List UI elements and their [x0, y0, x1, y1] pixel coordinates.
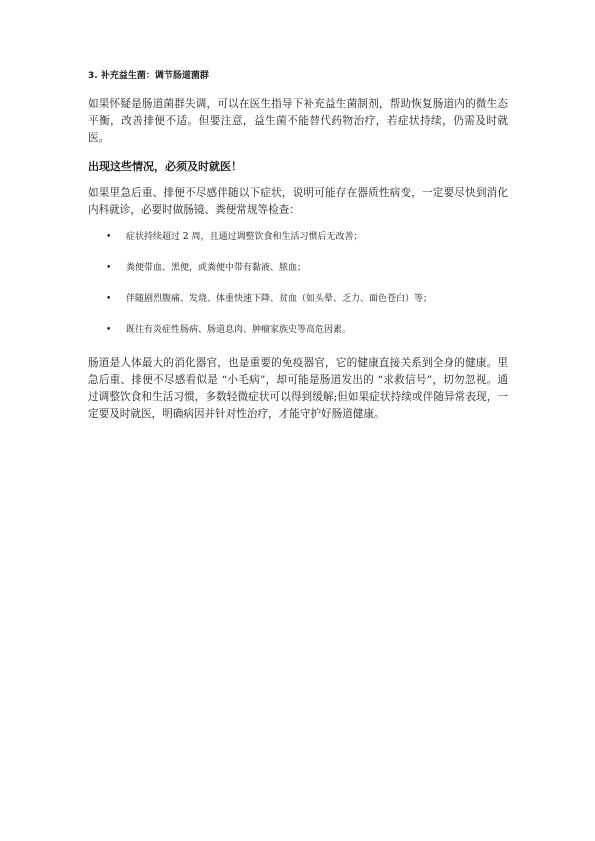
bullet-icon: •: [106, 263, 112, 273]
list-item: [88, 324, 508, 336]
probiotics-paragraph: 如果怀疑是肠道菌群失调，可以在医生指导下补充益生菌制剂，帮助恢复肠道内的微生态平衡，改善排便不适。但要注意，益生菌不能替代药物治疗，若症状持续，仍需及时就医。: [88, 98, 508, 144]
list-item-text: 粪便带血、黑便，或粪便中带有黏液、脓血；: [126, 263, 307, 273]
bullet-icon: •: [106, 294, 112, 304]
symptom-list: [88, 231, 508, 336]
list-item-text: 伴随剧烈腹痛、发烧、体重快速下降、贫血（如头晕、乏力、面色苍白）等；: [126, 294, 433, 304]
list-item: [88, 262, 508, 274]
list-item: [88, 231, 508, 243]
list-item-text: 症状持续超过 2 周，且通过调整饮食和生活习惯后无改善；: [126, 232, 363, 242]
list-item: [88, 293, 508, 305]
list-item-text: 既往有炎症性肠病、肠道息肉、肿瘤家族史等高危因素。: [126, 325, 352, 335]
seek-medical-care-heading: 出现这些情况，必须及时就医！: [88, 160, 242, 173]
section-heading-probiotics: 3. 补充益生菌：调节肠道菌群: [88, 71, 209, 81]
bullet-icon: •: [106, 325, 112, 335]
conclusion-paragraph: 肠道是人体最大的消化器官，也是重要的免疫器官，它的健康直接关系到全身的健康。里急后重、排便不尽感看似是 “小毛病”，却可能是肠道发出的 “求救信号”，切勿忽视。通过调整饮食和生活习惯，多数轻微症状可以得到缓解;但如果症状持续或伴随异常表现，一定要及时就医，明确病因并针对性治疗，才能守护好肠道健康。: [88, 357, 508, 420]
bullet-icon: •: [106, 232, 112, 242]
symptoms-intro-paragraph: 如果里急后重、排便不尽感伴随以下症状，说明可能存在器质性病变，一定要尽快到消化内科就诊，必要时做肠镜、粪便常规等检查：: [88, 187, 508, 216]
document-page: [88, 70, 508, 435]
